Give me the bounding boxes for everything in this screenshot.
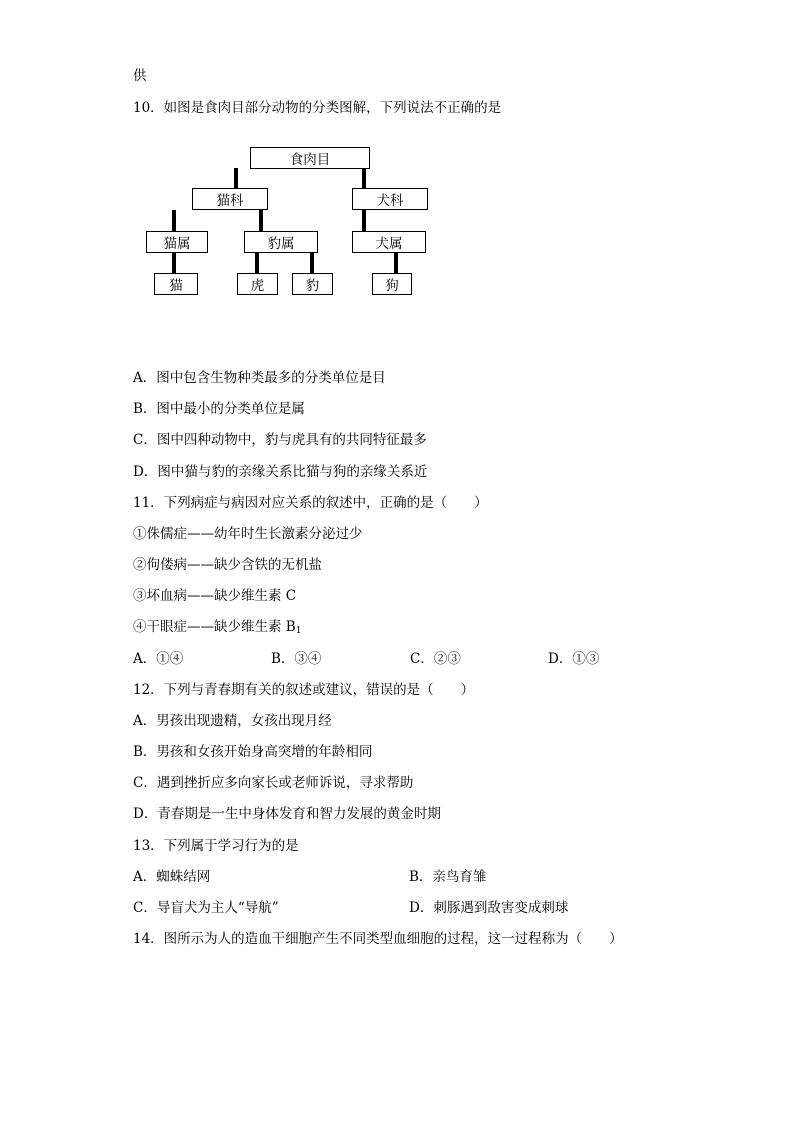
q13-options-row1: [133, 868, 653, 886]
connector: [259, 210, 263, 231]
q11-options: [133, 650, 653, 668]
q13-option-b: B．亲鸟育雏: [409, 869, 487, 885]
node-family-felidae: 猫科: [192, 188, 268, 210]
question-13-stem: 13．下列属于学习行为的是: [133, 838, 299, 854]
q11-item-2: ②佝偻病——缺少含铁的无机盐: [133, 557, 322, 573]
node-species-cat: 猫: [154, 273, 198, 295]
connector: [172, 253, 176, 273]
q12-option-c: C．遇到挫折应多向家长或老师诉说，寻求帮助: [133, 775, 414, 791]
question-11-stem: 11．下列病症与病因对应关系的叙述中，正确的是（ ）: [133, 495, 488, 511]
q11-option-c: C．②③: [410, 651, 461, 667]
connector: [394, 253, 398, 273]
q11-item-3: ③坏血病——缺少维生素 C: [133, 588, 297, 604]
q10-option-d: D．图中猫与豹的亲缘关系比猫与狗的亲缘关系近: [133, 464, 428, 480]
subscript: 1: [295, 626, 302, 636]
q10-option-c: C．图中四种动物中，豹与虎具有的共同特征最多: [133, 432, 427, 448]
q12-option-d: D．青春期是一生中身体发育和智力发展的黄金时期: [133, 806, 441, 822]
q11-item-4: [133, 618, 301, 640]
q11-item-1: ①侏儒症——幼年时生长激素分泌过少: [133, 526, 363, 542]
question-12-stem: 12．下列与青春期有关的叙述或建议，错误的是（ ）: [133, 682, 475, 698]
connector: [234, 168, 238, 188]
node-species-dog: 狗: [372, 273, 412, 295]
node-genus-panthera: 豹属: [244, 231, 318, 253]
q10-option-a: A．图中包含生物种类最多的分类单位是目: [133, 370, 386, 386]
q11-option-a: A．①④: [133, 651, 184, 667]
connector: [362, 210, 366, 231]
question-10-stem: 10．如图是食肉目部分动物的分类图解，下列说法不正确的是: [133, 100, 502, 116]
connector: [172, 210, 176, 231]
node-family-canidae: 犬科: [352, 188, 428, 210]
q10-option-b: B．图中最小的分类单位是属: [133, 401, 305, 417]
q13-option-c: C．导盲犬为主人“导航”: [133, 900, 279, 916]
node-genus-felis: 猫属: [146, 231, 208, 253]
node-genus-canis: 犬属: [352, 231, 426, 253]
classification-diagram: [140, 140, 440, 310]
q11-option-d: D．①③: [548, 651, 600, 667]
connector: [310, 253, 314, 273]
previous-question-tail: 供: [133, 68, 147, 84]
connector: [255, 253, 259, 273]
q11-item-4-text: ④干眼症——缺少维生素 B: [133, 619, 296, 635]
connector: [362, 168, 366, 188]
q13-option-d: D．刺豚遇到敌害变成刺球: [409, 900, 569, 916]
q13-options-row2: [133, 899, 653, 917]
node-species-tiger: 虎: [237, 273, 278, 295]
question-14-stem: 14．图所示为人的造血干细胞产生不同类型血细胞的过程，这一过程称为（ ）: [133, 931, 623, 947]
q13-option-a: A．蜘蛛结网: [133, 869, 211, 885]
q12-option-b: B．男孩和女孩开始身高突增的年龄相同: [133, 744, 373, 760]
q12-option-a: A．男孩出现遗精，女孩出现月经: [133, 713, 332, 729]
node-order-carnivora: 食肉目: [250, 147, 370, 169]
q11-option-b: B．③④: [271, 651, 322, 667]
node-species-leopard: 豹: [292, 273, 333, 295]
